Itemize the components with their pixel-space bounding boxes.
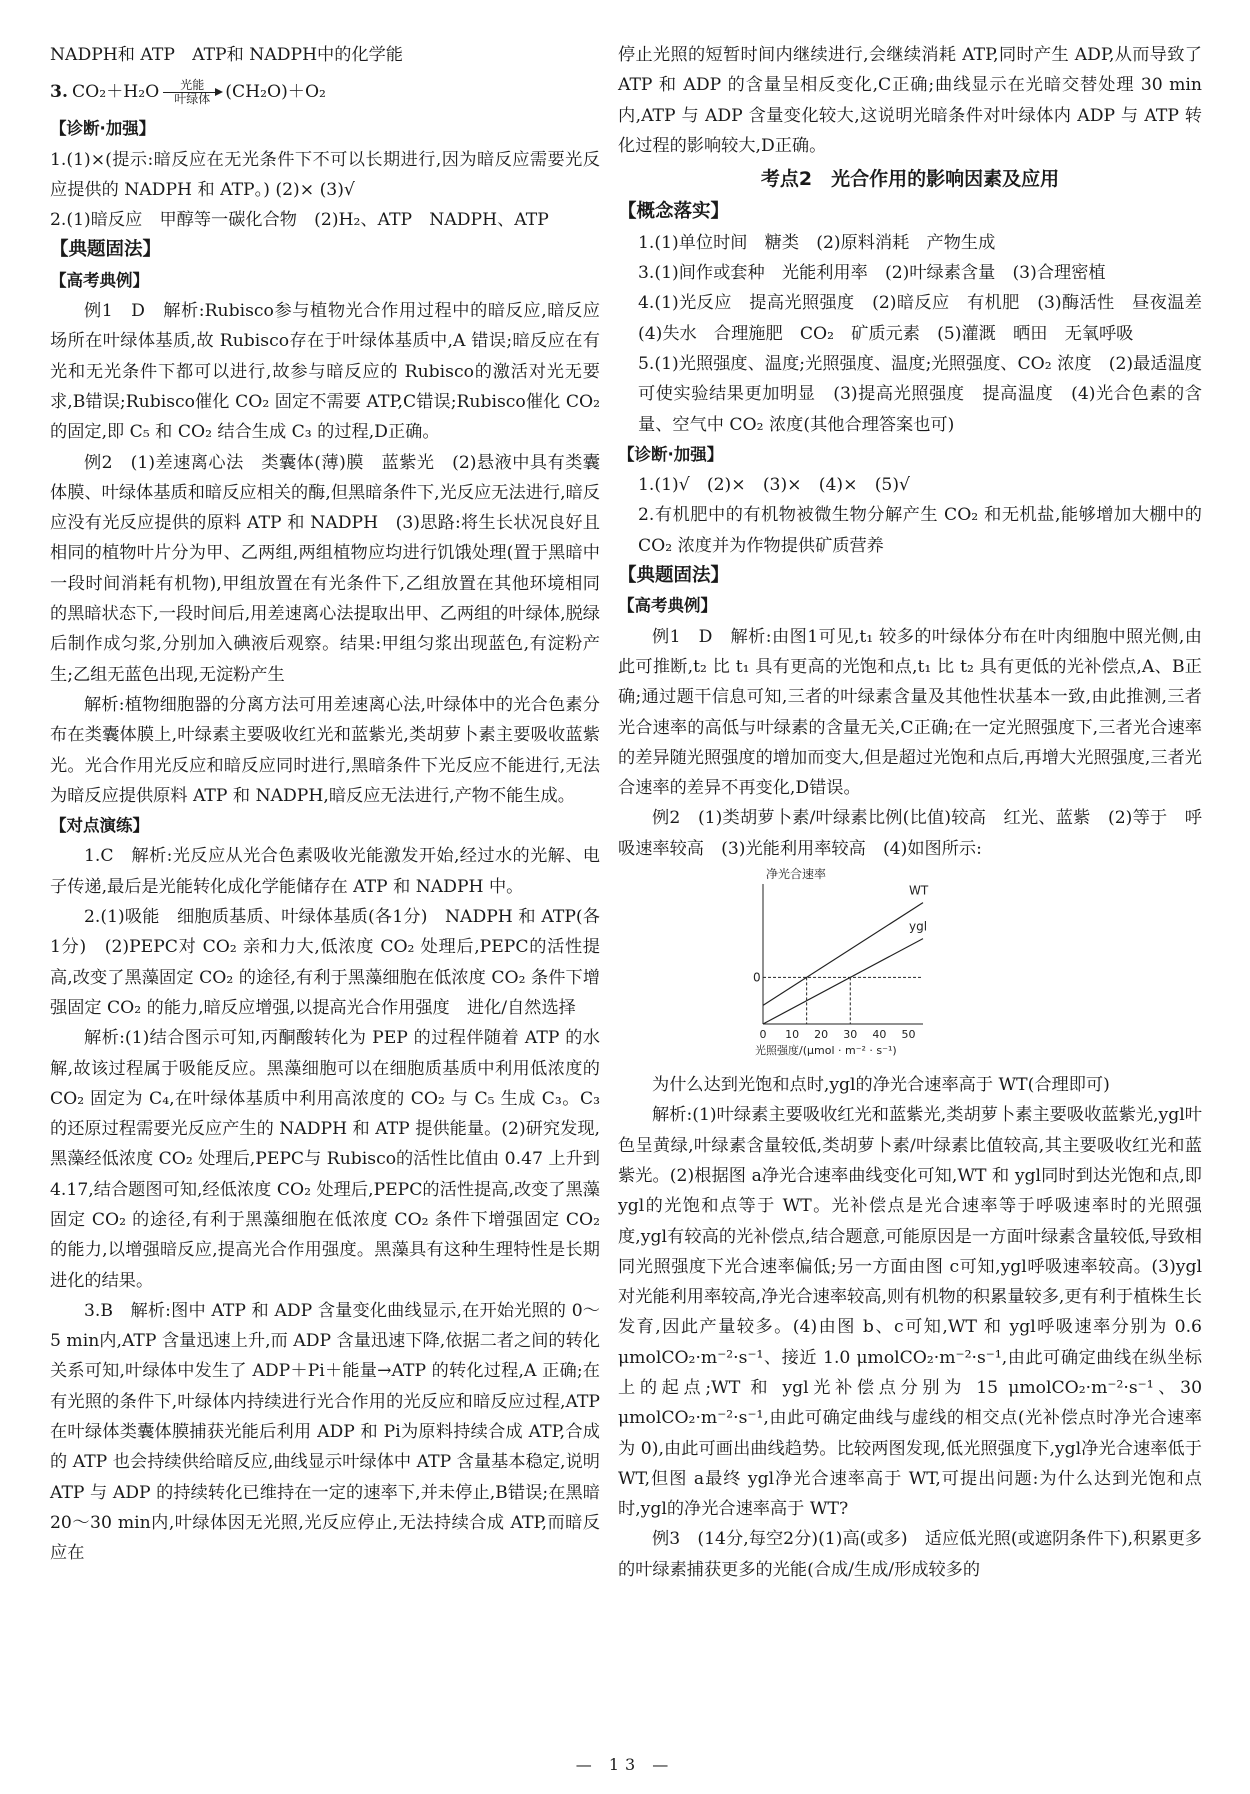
x-tick-label-5: 50 <box>901 1028 916 1042</box>
arrow-condition-chloroplast: 叶绿体 <box>174 91 211 106</box>
section-typical: 【典题固法】 <box>618 565 730 587</box>
section-diagnosis: 【诊断·加强】 <box>618 444 724 464</box>
diagnosis-item-1: 1.(1)×(提示:暗反应在无光条件下不可以长期进行,因为暗反应需要光反应提供的 NADPH 和 ATP。) (2)× (3)√ <box>50 149 600 200</box>
arrow-icon <box>163 92 221 93</box>
page-number: — 13 — <box>575 1755 675 1774</box>
left-column <box>50 40 600 1569</box>
arrow-condition-light: 光能 <box>180 77 205 92</box>
x-tick-label-1: 10 <box>785 1028 800 1042</box>
concept-item-1: 1.(1)单位时间 糖类 (2)原料消耗 产物生成 <box>638 232 996 253</box>
reaction-arrow <box>163 79 221 106</box>
x-tick-label-0: 0 <box>759 1028 767 1042</box>
equation-rhs: (CH₂O)＋O₂ <box>225 82 326 103</box>
section-diagnosis: 【诊断·加强】 <box>50 119 156 139</box>
series-line-wt <box>763 903 923 1006</box>
section-exam-examples: 【高考典例】 <box>50 270 149 290</box>
equation-lhs: CO₂＋H₂O <box>71 82 160 103</box>
continued-text: 停止光照的短暂时间内继续进行,会继续消耗 ATP,同时产生 ADP,从而导致了 ATP 和 ADP 的含量呈相反变化,C正确;曲线显示在光暗交替处理 30 min内,ATP 与 ADP 含量变化较大,这说明光暗条件对叶绿体内 ADP 与 ATP 转化过程的影响较大,D正确。 <box>618 45 1202 156</box>
example-2: 例2 (1)类胡萝卜素/叶绿素比例(比值)较高 红光、蓝紫 (2)等于 呼吸速率较高 (3)光能利用率较高 (4)如图所示: <box>618 808 1202 859</box>
x-tick-label-4: 40 <box>872 1028 887 1042</box>
example-3: 例3 (14分,每空2分)(1)高(或多) 适应低光照(或遮阴条件下),积累更多的叶绿素捕获更多的光能(合成/生成/形成较多的 <box>618 1529 1202 1580</box>
diagnosis-item-1: 1.(1)√ (2)× (3)× (4)× (5)√ <box>638 475 910 496</box>
practice-3: 3.B 解析:图中 ATP 和 ADP 含量变化曲线显示,在开始光照的 0～5 min内,ATP 含量迅速上升,而 ADP 含量迅速下降,依据二者之间的转化关系可知,叶绿体中发生了 ADP＋Pi＋能量→ATP 的转化过程,A 正确;在有光照的条件下,叶绿体内持续进行光合作用的光反应和暗反应过程,ATP在叶绿体类囊体膜捕获光能后利用 ADP 和 Pi为原料持续合成 ATP,合成的 ATP 也会持续供给暗反应,曲线显示叶绿体中 ATP 含量基本稳定,说明 ATP 与 ADP 的持续转化已维持在一定的速率下,并未停止,B错误;在黑暗 20～30 min内,叶绿体因无光照,光反应停止,无法持续合成 ATP,而暗反应在 <box>50 1300 600 1564</box>
right-column <box>618 40 1220 1585</box>
section-exam-examples: 【高考典例】 <box>618 596 717 616</box>
series-label-ygl: ygl <box>909 919 928 934</box>
section-typical: 【典题固法】 <box>50 239 162 261</box>
x-tick-label-3: 30 <box>843 1028 858 1042</box>
line-answer: NADPH和 ATP ATP和 NADPH中的化学能 <box>50 45 403 65</box>
series-line-ygl <box>763 939 923 1024</box>
topic-heading: 考点2 光合作用的影响因素及应用 <box>760 168 1060 191</box>
y-tick-label: 0 <box>753 970 761 985</box>
y-axis-title: 净光合速率 <box>766 867 827 882</box>
photosynthesis-equation <box>50 70 600 114</box>
chart-svg <box>738 866 968 1066</box>
practice-2: 2.(1)吸能 细胞质基质、叶绿体基质(各1分) NADPH 和 ATP(各1分) (2)PEPC对 CO₂ 亲和力大,低浓度 CO₂ 处理后,PEPC的活性提高,改变了黑藻固定 CO₂ 的途径,有利于黑藻细胞在低浓度 CO₂ 条件下增强固定 CO₂ 的能力,暗反应增强,以提高光合作用强度 进化/自然选择 <box>50 907 600 1018</box>
x-tick-label-2: 20 <box>814 1028 829 1042</box>
section-practice: 【对点演练】 <box>50 816 149 836</box>
x-axis-title: 光照强度/(μmol · m⁻² · s⁻¹) <box>755 1044 897 1058</box>
example-2: 例2 (1)差速离心法 类囊体(薄)膜 蓝紫光 (2)悬液中具有类囊体膜、叶绿体基质和暗反应相关的酶,但黑暗条件下,光反应无法进行,暗反应没有光反应提供的原料 ATP 和 NADPH (3)思路:将生长状况良好且相同的植物叶片分为甲、乙两组,两组植物应均进行饥饿处理(置于黑暗中一段时间消耗有机物),甲组放置在有光条件下,乙组放置在其他环境相同的黑暗状态下,一段时间后,用差速离心法提取出甲、乙两组的叶绿体,脱绿后制作成匀浆,分别加入碘液后观察。结果:甲组匀浆出现蓝色,有淀粉产生;乙组无蓝色出现,无淀粉产生 <box>50 452 600 685</box>
section-concept: 【概念落实】 <box>618 201 730 223</box>
diagnosis-item-2: 2.(1)暗反应 甲醇等一碳化合物 (2)H₂、ATP NADPH、ATP <box>50 210 549 231</box>
concept-item-4: 4.(1)光反应 提高光照强度 (2)暗反应 有机肥 (3)酶活性 昼夜温差 (4)失水 合理施肥 CO₂ 矿质元素 (5)灌溉 晒田 无氧呼吸 <box>638 293 1220 344</box>
practice-1: 1.C 解析:光反应从光合色素吸收光能激发开始,经过水的光解、电子传递,最后是光能转化成化学能储存在 ATP 和 NADPH 中。 <box>50 846 600 897</box>
diagnosis-item-2: 2.有机肥中的有机物被微生物分解产生 CO₂ 和无机盐,能够增加大棚中的 CO₂ 浓度并为作物提供矿质营养 <box>638 505 1202 556</box>
concept-item-3: 3.(1)间作或套种 光能利用率 (2)叶绿素含量 (3)合理密植 <box>638 263 1106 284</box>
series-label-wt: WT <box>909 883 929 898</box>
practice-2-analysis: 解析:(1)结合图示可知,丙酮酸转化为 PEP 的过程伴随着 ATP 的水解,故该过程属于吸能反应。黑藻细胞可以在细胞质基质中利用低浓度的 CO₂ 固定为 C₄,在叶绿体基质中利用高浓度的 CO₂ 与 C₅ 生成 C₃。C₃ 的还原过程需要光反应产生的 NADPH 和 ATP 提供能量。(2)研究发现,黑藻经低浓度 CO₂ 处理后,PEPC与 Rubisco的活性比值由 0.47 上升到 4.17,结合题图可知,经低浓度 CO₂ 处理后,PEPC的活性提高,改变了黑藻固定 CO₂ 的途径,有利于黑藻细胞在低浓度 CO₂ 条件下增强固定 CO₂ 的能力,以增强暗反应,提高光合作用强度。黑藻具有这种生理特性是长期进化的结果。 <box>50 1028 600 1291</box>
example-1: 例1 D 解析:由图1可见,t₁ 较多的叶绿体分布在叶肉细胞中照光侧,由此可推断,t₂ 比 t₁ 具有更高的光饱和点,t₁ 比 t₂ 具有更低的光补偿点,A、B正确;通过题干信息可知,三者的叶绿素含量及其他性状基本一致,由此推测,三者光合速率的高低与叶绿素的含量无关,C正确;在一定光照强度下,三者光合速率的差异随光照强度的增加而变大,但是超过光饱和点后,再增大光照强度,三者光合速率的差异不再变化,D错误。 <box>618 626 1202 799</box>
example-2-analysis: 解析:植物细胞器的分离方法可用差速离心法,叶绿体中的光合色素分布在类囊体膜上,叶绿素主要吸收红光和蓝紫光,类胡萝卜素主要吸收蓝紫光。光合作用光反应和暗反应同时进行,黑暗条件下光反应不能进行,无法为暗反应提供原料 ATP 和 NADPH,暗反应无法进行,产物不能生成。 <box>50 694 600 806</box>
concept-item-5: 5.(1)光照强度、温度;光照强度、温度;光照强度、CO₂ 浓度 (2)最适温度 可使实验结果更加明显 (3)提高光照强度 提高温度 (4)光合色素的含量、空气中 CO₂ 浓度(其他合理答案也可) <box>638 353 1220 435</box>
net-photosynthesis-chart <box>618 866 1202 1066</box>
example-1: 例1 D 解析:Rubisco参与植物光合作用过程中的暗反应,暗反应场所在叶绿体基质,故 Rubisco存在于叶绿体基质中,A 错误;暗反应在有光和无光条件下都可以进行,故参与暗反应的 Rubisco的激活对光无要求,B错误;Rubisco催化 CO₂ 固定不需要 ATP,C错误;Rubisco催化 CO₂ 的固定,即 C₅ 和 CO₂ 结合生成 C₃ 的过程,D正确。 <box>50 301 600 443</box>
example-2-analysis: 解析:(1)叶绿素主要吸收红光和蓝紫光,类胡萝卜素主要吸收蓝紫光,ygl叶色呈黄绿,叶绿素含量较低,类胡萝卜素/叶绿素比值较高,其主要吸收红光和蓝紫光。(2)根据图 a净光合速率曲线变化可知,WT 和 ygl同时到达光饱和点,即 ygl的光饱和点等于 WT。光补偿点是光合速率等于呼吸速率时的光照强度,ygl有较高的光补偿点,结合题意,可能原因是一方面叶绿素含量较低,导致相同光照强度下光合速率偏低;另一方面由图 c可知,ygl呼吸速率较高。(3)ygl对光能利用率较高,净光合速率较高,则有机物的积累量较多,更有利于植株生长发育,因此产量较多。(4)由图 b、c可知,WT 和 ygl呼吸速率分别为 0.6 μmolCO₂·m⁻²·s⁻¹、接近 1.0 μmolCO₂·m⁻²·s⁻¹,由此可确定曲线在纵坐标上的起点;WT 和 ygl光补偿点分别为 15 μmolCO₂·m⁻²·s⁻¹、30 μmolCO₂·m⁻²·s⁻¹,由此可确定曲线与虚线的相交点(光补偿点时净光合速率为 0),由此可画出曲线趋势。比较两图发现,低光照强度下,ygl净光合速率低于 WT,但图 a最终 ygl净光合速率高于 WT,可提出问题:为什么达到光饱和点时,ygl的净光合速率高于 WT? <box>618 1105 1202 1520</box>
example-2-question: 为什么达到光饱和点时,ygl的净光合速率高于 WT(合理即可) <box>652 1075 1110 1096</box>
equation-number: 3. <box>50 82 68 103</box>
